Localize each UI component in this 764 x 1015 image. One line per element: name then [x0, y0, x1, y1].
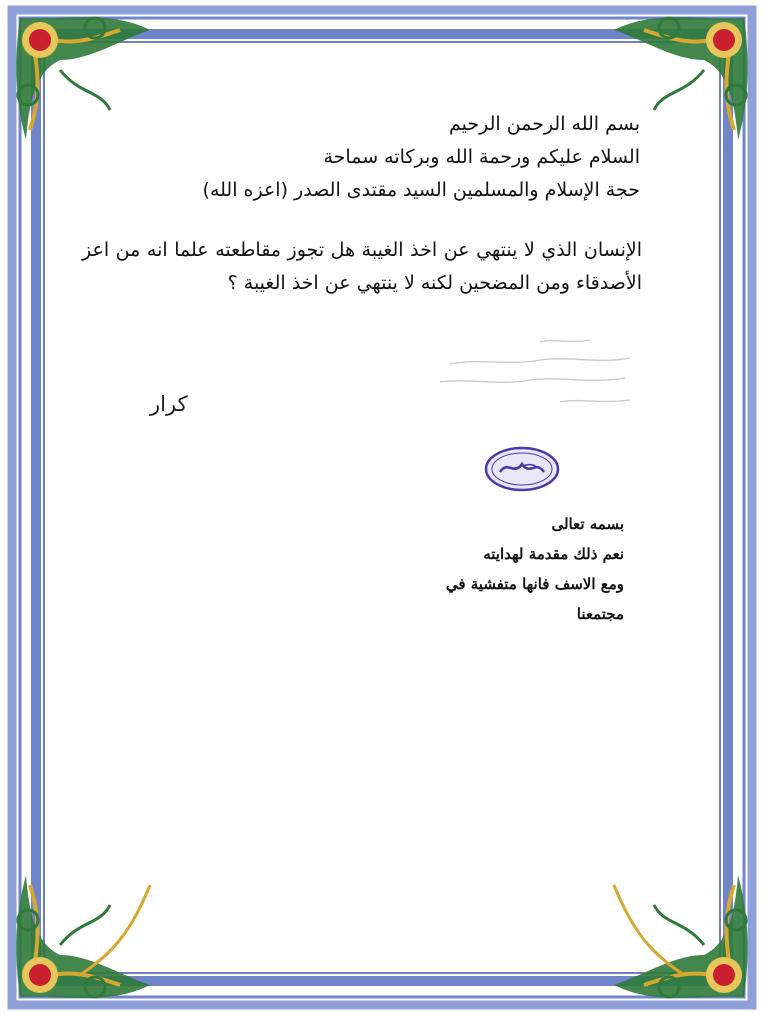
greeting-line: حجة الإسلام والمسلمين السيد مقتدى الصدر (اعزه الله) — [202, 179, 640, 201]
letter-greeting — [120, 108, 640, 207]
answer-line: مجتمعنا — [576, 605, 624, 623]
greeting-line: بسم الله الرحمن الرحيم — [449, 113, 640, 135]
sender-name: كرار — [150, 392, 188, 416]
official-seal — [484, 446, 560, 492]
answer-line: ومع الاسف فانها متفشية في — [445, 575, 624, 593]
answer-line: بسمه تعالى — [551, 515, 624, 533]
answer-block — [324, 509, 624, 629]
greeting-line: السلام عليكم ورحمة الله وبركاته سماحة — [323, 146, 640, 168]
letter-question: الإنسان الذي لا ينتهي عن اخذ الغيبة هل تجوز مقاطعته علما انه من اعز الأصدقاء ومن المضحين لكنه لا ينتهي عن اخذ الغيبة ؟ — [82, 239, 642, 294]
answer-line: نعم ذلك مقدمة لهدايته — [483, 545, 624, 563]
faint-handwritten-note — [430, 330, 650, 420]
